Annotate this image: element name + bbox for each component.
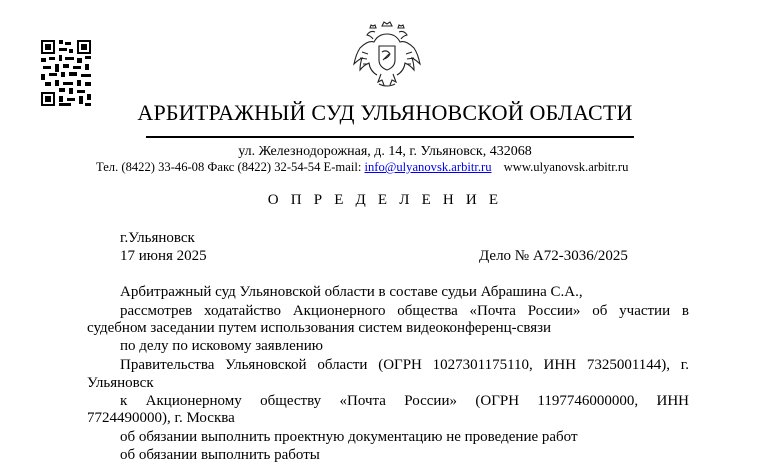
body-line-7: к Акционерному обществу «Почта России» (ОГРН 1197746000000, ИНН [120,393,689,409]
email-link[interactable]: info@ulyanovsk.arbitr.ru [364,160,492,174]
court-address: ул. Железнодорожная, д. 14, г. Ульяновск, 432068 [238,144,532,159]
body-line-2: рассмотрев ходатайство Акционерного общества «Почта России» об участии в [120,303,689,319]
body-line-4: по делу по исковому заявлению [120,338,323,354]
body-line-3: судебном заседании путем использования систем видеоконференц-связи [87,320,552,336]
body-line-1: Арбитражный суд Ульяновской области в составе судьи Абрашина С.А., [120,284,583,300]
document-type-heading: О П Р Е Д Е Л Е Н И Е [267,192,503,208]
case-number: Дело № А72-3036/2025 [479,248,628,264]
website-text: www.ulyanovsk.arbitr.ru [503,160,629,174]
body-line-10: об обязании выполнить работы [120,447,320,463]
body-line-8: 7724490000), г. Москва [87,410,235,426]
body-line-9: об обязании выполнить проектную документацию не проведение работ [120,429,578,445]
body-line-5: Правительства Ульяновской области (ОГРН 1027301175110, ИНН 7325001144), г. [120,357,689,373]
court-contacts [96,160,628,175]
document-city: г.Ульяновск [120,230,195,246]
body-line-6: Ульяновск [87,375,154,391]
header-divider [146,136,634,138]
contacts-phone-fax: Тел. (8422) 33-46-08 Факс (8422) 32-54-54 E-mail: [96,160,362,174]
document-date: 17 июня 2025 [120,248,207,264]
qr-code [41,40,91,106]
coat-of-arms-emblem [346,14,428,96]
court-title: АРБИТРАЖНЫЙ СУД УЛЬЯНОВСКОЙ ОБЛАСТИ [137,100,633,125]
